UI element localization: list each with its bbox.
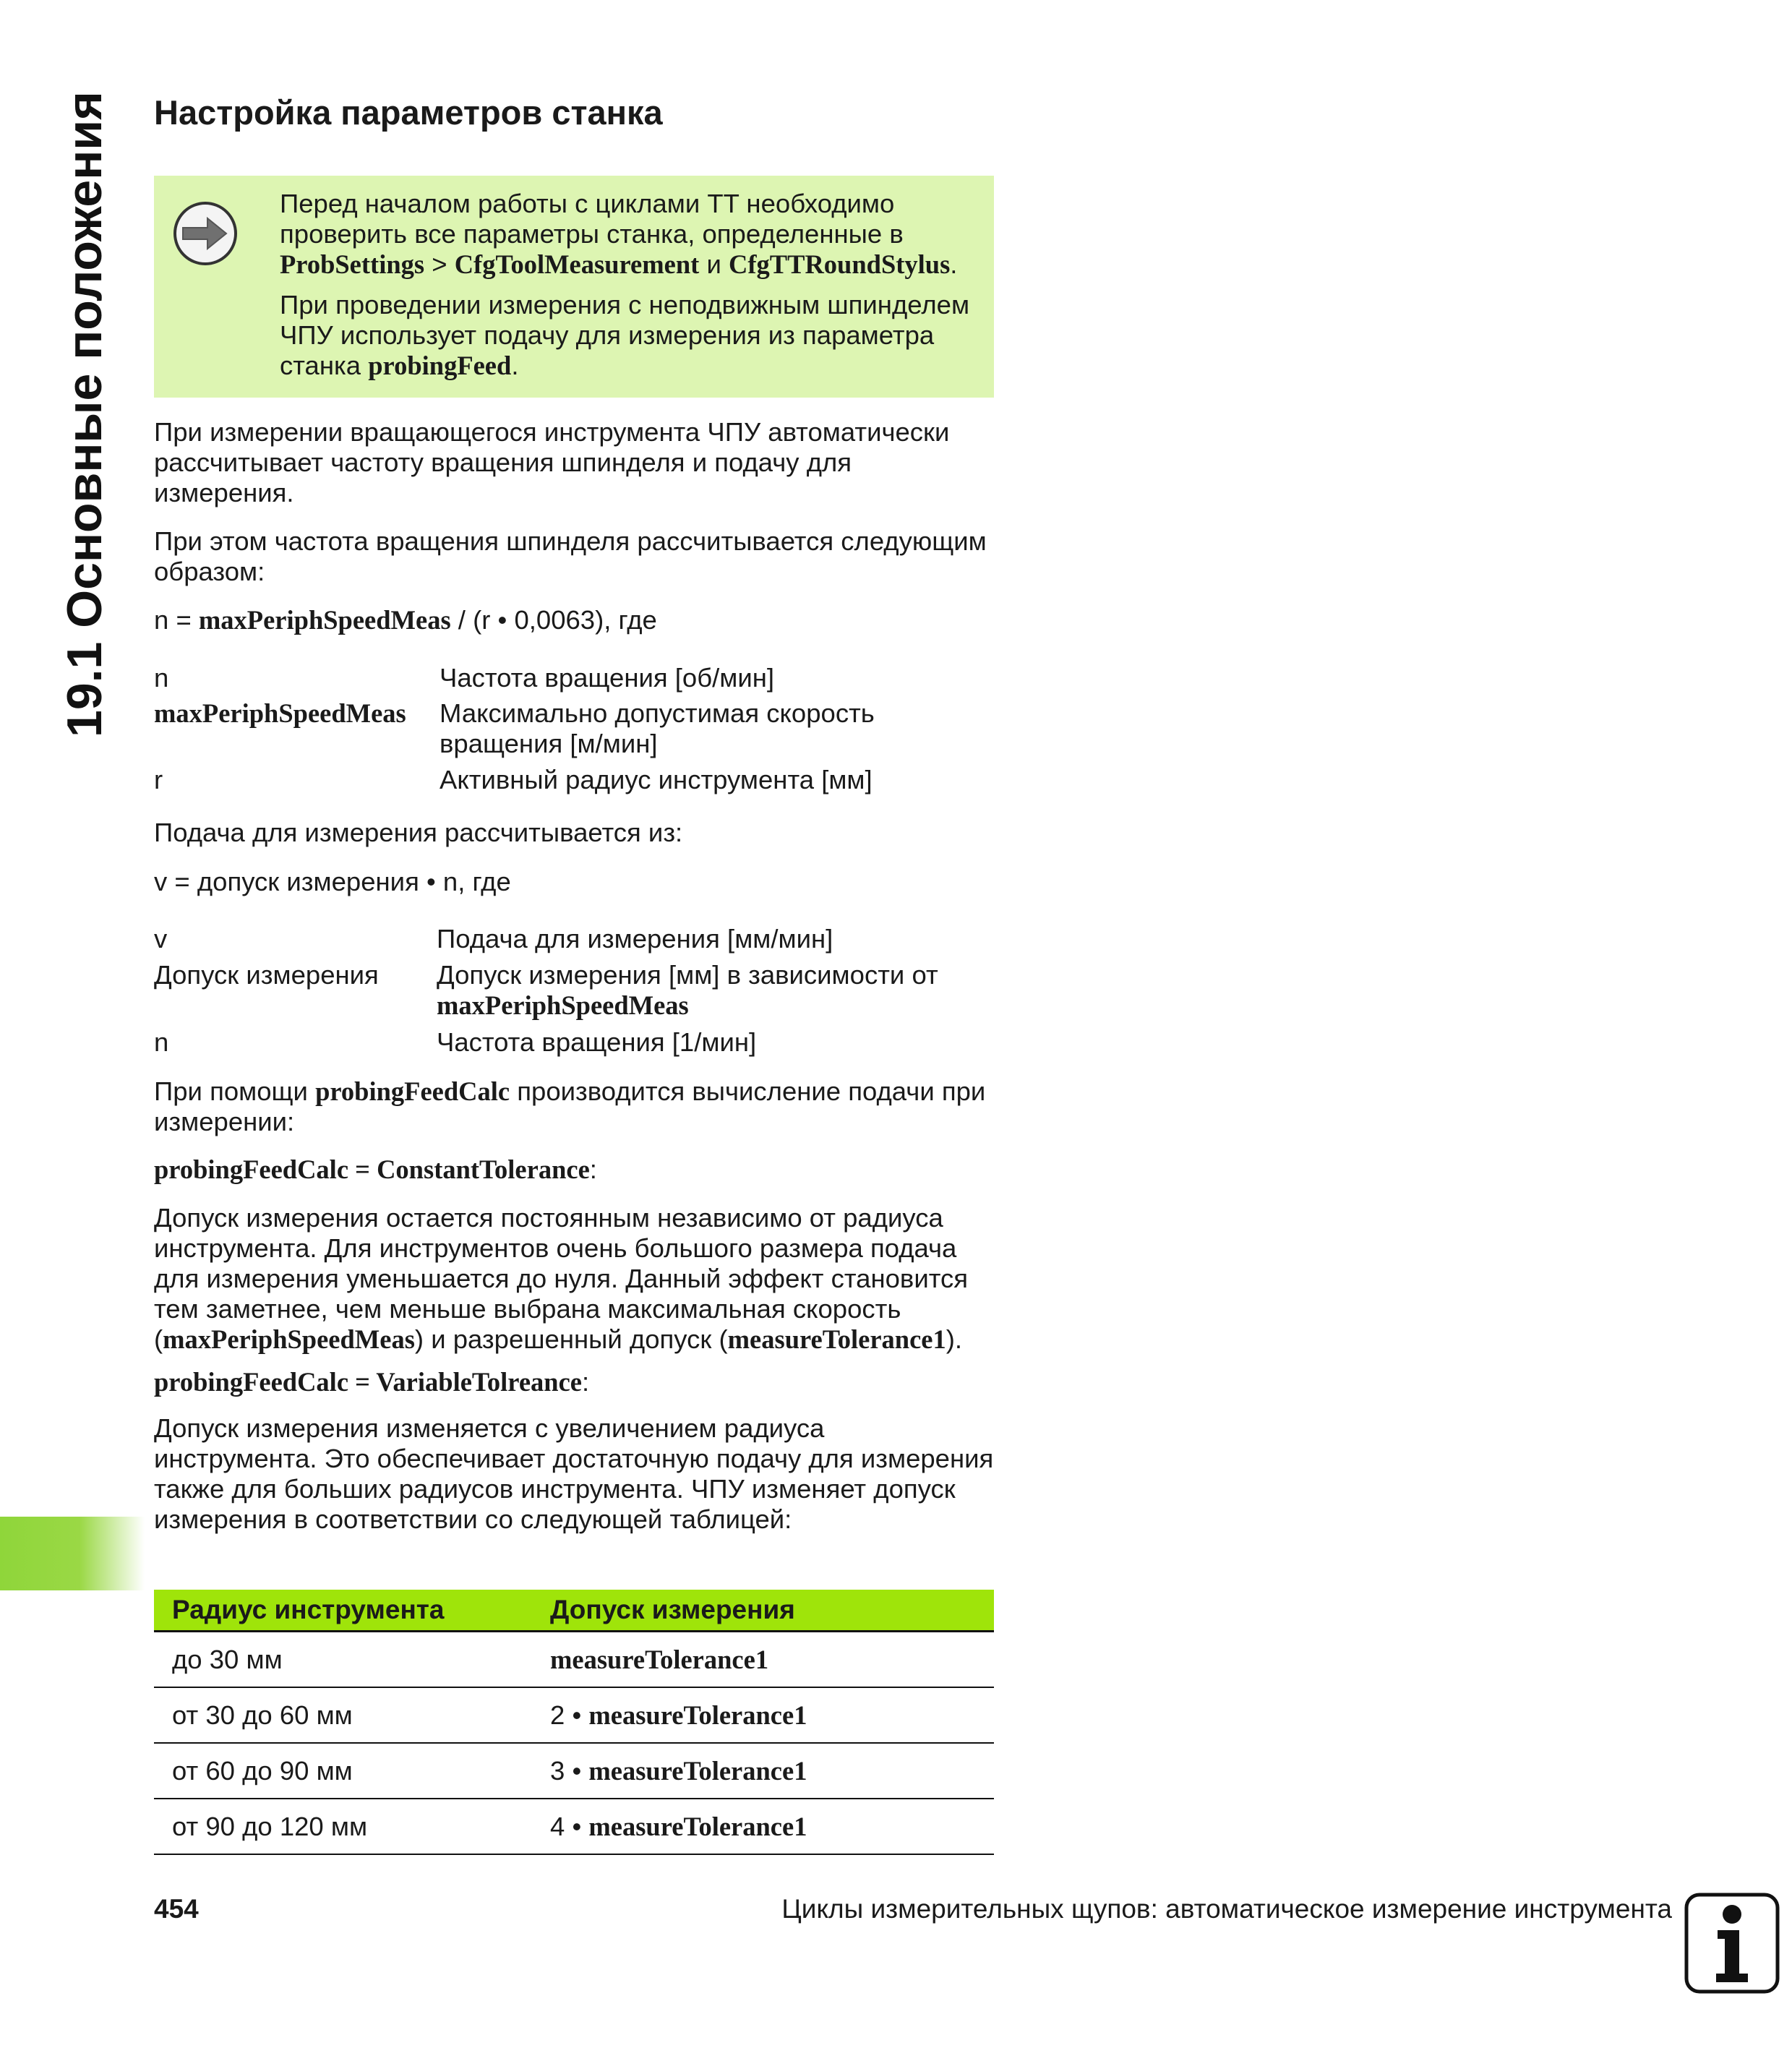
definition-term: v: [154, 924, 168, 954]
section-title: Настройка параметров станка: [154, 93, 663, 132]
definition-desc: Подача для измерения [мм/мин]: [437, 924, 833, 954]
param-measuretolerance1: measureTolerance1: [588, 1700, 807, 1730]
definition-row: [154, 698, 994, 765]
param-maxperiphspeedmeas: maxPeriphSpeedMeas: [198, 605, 451, 635]
paragraph-variable-tolerance: Допуск измерения изменяется с увеличением радиуса инструмента. Это обеспечивает достаточную подачу для измерения также для больших радиусов инструмента. ЧПУ изменяет допуск измерения в соответствии со следующей таблицей:: [154, 1413, 994, 1534]
formula-feed: v = допуск измерения • n, где: [154, 867, 511, 896]
footer-chapter-text: Циклы измерительных щупов: автоматическое измерение инструмента: [781, 1894, 1672, 1924]
table-row: [154, 1688, 994, 1744]
cell-tolerance: [550, 1812, 984, 1842]
definition-row: [154, 765, 994, 800]
paragraph-feed-calc: Подача для измерения рассчитывается из:: [154, 818, 683, 847]
column-header-tolerance: Допуск измерения: [550, 1595, 795, 1624]
page-number: 454: [154, 1894, 199, 1924]
subheading-variable-tolerance: [154, 1367, 994, 1397]
cell-radius: до 30 мм: [172, 1644, 283, 1674]
param-measuretolerance1: measureTolerance1: [588, 1755, 807, 1786]
table-row: [154, 1632, 994, 1688]
tolerance-multiplier: 2 •: [550, 1700, 589, 1730]
definition-desc: Частота вращения [1/мин]: [437, 1027, 757, 1057]
subheading-text: probingFeedCalc = ConstantTolerance: [154, 1154, 590, 1184]
chapter-tab-marker: [0, 1517, 145, 1590]
paragraph-constant-tolerance: [154, 1203, 994, 1355]
param-probingfeed: probingFeed: [368, 351, 512, 380]
note-paragraph-1: [280, 189, 988, 280]
definition-row: [154, 960, 994, 1027]
cell-tolerance: [550, 1700, 984, 1731]
tolerance-multiplier: 3 •: [550, 1755, 589, 1786]
table-row: [154, 1799, 994, 1855]
definition-row: [154, 1027, 994, 1063]
paragraph-rotating-tool: При измерении вращающегося инструмента ЧПУ автоматически рассчитывает частоту вращения шпинделя и подачу для измерения.: [154, 417, 950, 507]
cell-radius: от 30 до 60 мм: [172, 1700, 353, 1730]
table-header: [154, 1590, 994, 1632]
param-measuretolerance1: measureTolerance1: [588, 1811, 807, 1841]
tolerance-multiplier: 4 •: [550, 1811, 589, 1841]
note-box: [154, 176, 994, 398]
definition-row: [154, 663, 994, 698]
formula-text: / (r • 0,0063), где: [450, 605, 657, 635]
definition-desc: Максимально допустимая скорость вращения [м/мин]: [440, 698, 875, 758]
param-maxperiphspeedmeas: maxPeriphSpeedMeas: [437, 990, 689, 1020]
note-paragraph-2: [280, 290, 988, 381]
table-row: [154, 1744, 994, 1799]
info-icon: [1684, 1893, 1780, 1994]
paragraph-probingfeedcalc: [154, 1076, 994, 1137]
chapter-title: 19.1 Основные положения: [57, 91, 112, 737]
definition-term: Допуск измерения: [154, 960, 379, 990]
cell-tolerance: [550, 1645, 984, 1675]
definition-term: n: [154, 1027, 169, 1057]
paragraph-text: производится вычисление подачи при измерении:: [154, 1076, 986, 1136]
paragraph-text: При помощи: [154, 1076, 316, 1106]
definition-desc: [437, 960, 972, 1021]
subheading-text: probingFeedCalc = VariableTolreance: [154, 1367, 582, 1397]
definition-list-speed: [154, 663, 994, 800]
definition-term: r: [154, 765, 163, 794]
param-probingfeedcalc: probingFeedCalc: [315, 1076, 510, 1106]
note-separator: >: [424, 249, 455, 279]
paragraph-text: ) и разрешенный допуск (: [414, 1324, 728, 1354]
subheading-colon: :: [581, 1367, 590, 1397]
subheading-colon: :: [589, 1154, 597, 1184]
note-period: .: [950, 249, 958, 279]
definition-list-feed: [154, 924, 994, 1063]
note-text: [280, 189, 988, 391]
paragraph-speed-calc: При этом частота вращения шпинделя рассчитывается следующим образом:: [154, 526, 987, 586]
note-text-run: Перед началом работы с циклами TT необходимо проверить все параметры станка, определенные в: [280, 189, 904, 249]
cell-radius: от 60 до 90 мм: [172, 1755, 353, 1786]
cell-tolerance: [550, 1756, 984, 1786]
definition-row: [154, 924, 994, 960]
param-maxperiphspeedmeas: maxPeriphSpeedMeas: [163, 1324, 415, 1354]
definition-desc: Частота вращения [об/мин]: [440, 663, 775, 693]
definition-desc: Активный радиус инструмента [мм]: [440, 765, 873, 794]
note-text-run: При проведении измерения с неподвижным шпинделем ЧПУ использует подачу для измерения из параметра станка: [280, 290, 970, 380]
paragraph-text: Допуск измерения остается постоянным независимо от радиуса инструмента. Для инструментов очень большого размера подача для измерения уменьшается до нуля. Данный эффект становится тем заметнее, чем меньше выбрана максимальная скорость (: [154, 1203, 969, 1354]
formula-text: n =: [154, 605, 199, 635]
note-conjunction: и: [699, 249, 729, 279]
cell-radius: от 90 до 120 мм: [172, 1811, 368, 1841]
subheading-constant-tolerance: [154, 1154, 994, 1185]
definition-term: n: [154, 663, 169, 693]
paragraph-text: ).: [946, 1324, 963, 1354]
tolerance-table: [154, 1590, 994, 1855]
param-probsettings: ProbSettings: [280, 249, 425, 279]
param-measuretolerance1: measureTolerance1: [727, 1324, 946, 1354]
param-cfgttroundstylus: CfgTTRoundStylus: [728, 249, 951, 279]
column-header-radius: Радиус инструмента: [172, 1595, 445, 1624]
param-cfgtoolmeasurement: CfgToolMeasurement: [454, 249, 700, 279]
note-period: .: [511, 351, 519, 380]
formula-speed: [154, 605, 994, 635]
definition-term: maxPeriphSpeedMeas: [154, 698, 406, 728]
arrow-right-icon: [173, 201, 238, 266]
definition-desc-text: Допуск измерения [мм] в зависимости от: [437, 960, 938, 990]
param-measuretolerance1: measureTolerance1: [550, 1644, 769, 1674]
